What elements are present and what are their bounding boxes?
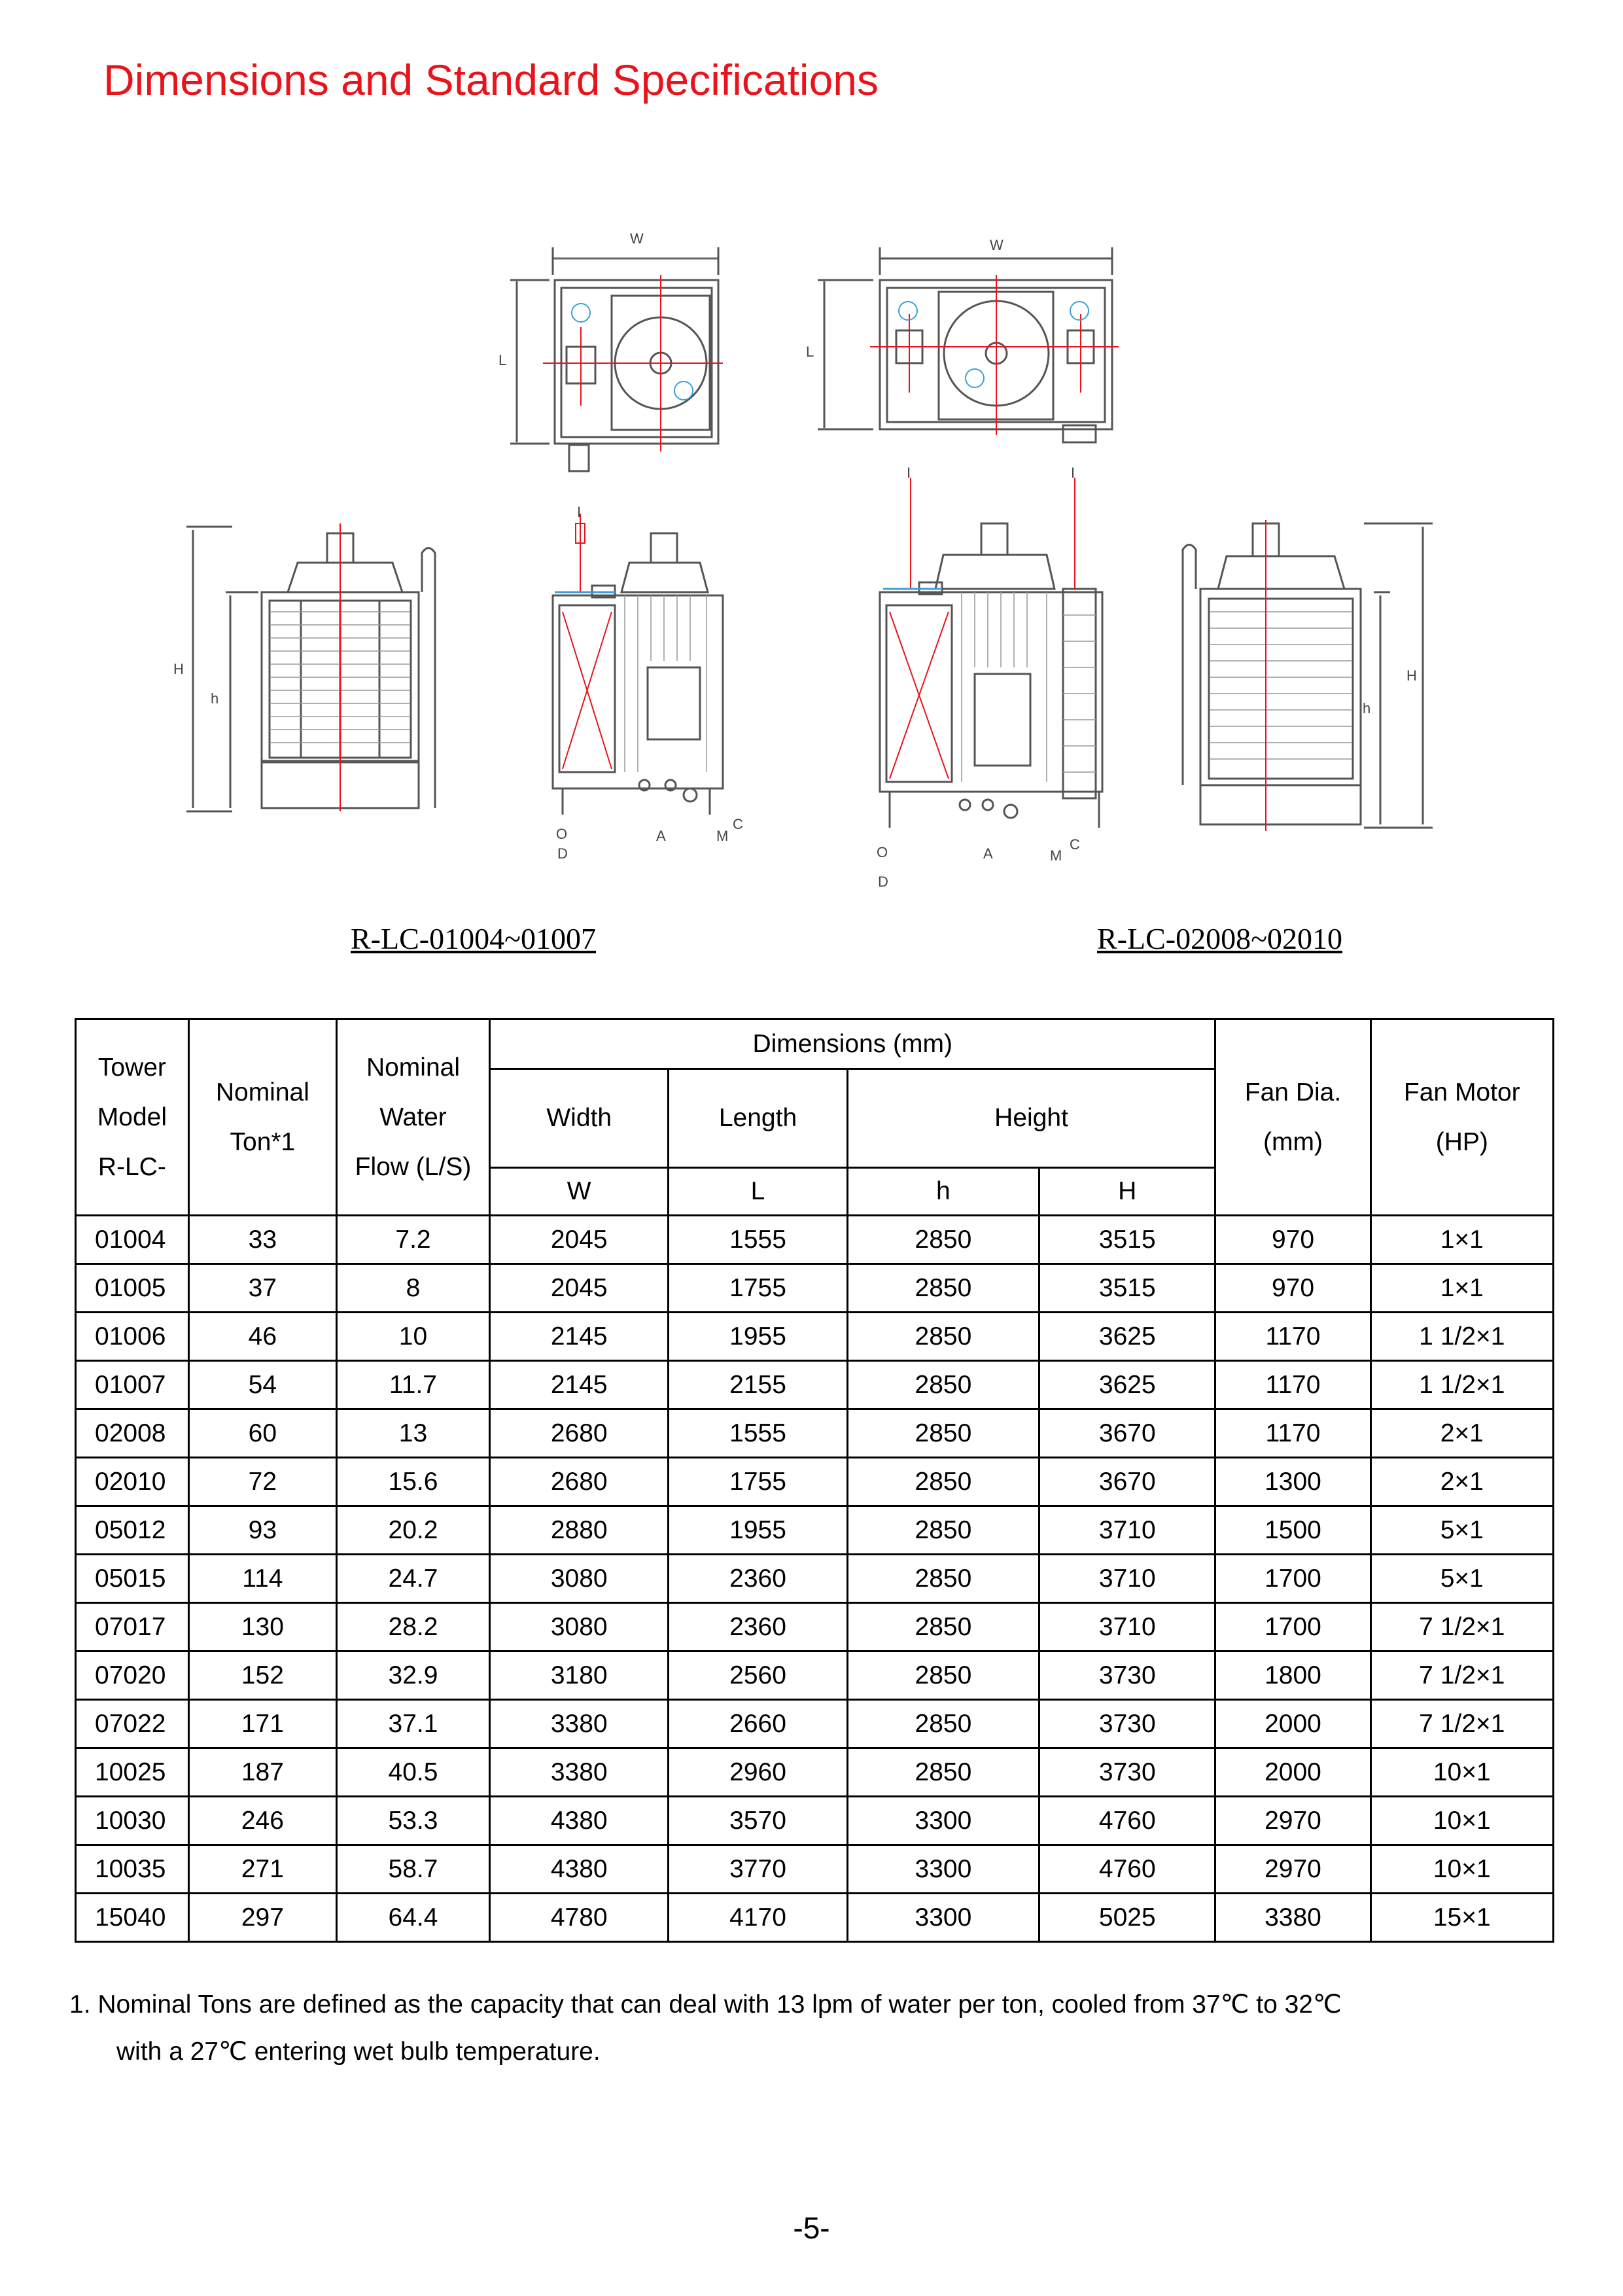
cell-fan-motor: 1 1/2×1 [1370, 1361, 1553, 1409]
cell-model: 01005 [76, 1264, 189, 1313]
cell-nominal-ton: 297 [188, 1894, 336, 1942]
cell-width: 2145 [490, 1361, 669, 1409]
label-l-left: L [498, 352, 507, 368]
label-o-left: O [556, 826, 568, 842]
cell-length: 2360 [669, 1603, 847, 1651]
side-view-large [880, 523, 1102, 828]
header-fan-motor-line1: Fan Motor [1403, 1078, 1520, 1106]
cell-water-flow: 13 [336, 1409, 489, 1458]
label-H-right: H [1406, 667, 1417, 684]
cell-length: 2360 [669, 1555, 847, 1603]
cell-height-h: 2850 [847, 1700, 1039, 1748]
cell-height-h: 2850 [847, 1264, 1039, 1313]
cell-height-H: 3710 [1039, 1506, 1215, 1555]
cell-width: 3380 [490, 1748, 669, 1797]
cell-height-h: 2850 [847, 1458, 1039, 1506]
model-caption-left: R-LC-01004~01007 [351, 922, 596, 955]
cell-nominal-ton: 171 [188, 1700, 336, 1748]
cell-water-flow: 53.3 [336, 1797, 489, 1845]
cell-length: 4170 [669, 1894, 847, 1942]
header-nominal-ton-line2: Ton*1 [230, 1127, 296, 1156]
cell-height-h: 2850 [847, 1651, 1039, 1700]
cell-model: 10030 [76, 1797, 189, 1845]
cell-fan-dia: 1170 [1215, 1409, 1370, 1458]
cell-height-H: 3515 [1039, 1264, 1215, 1313]
cell-water-flow: 32.9 [336, 1651, 489, 1700]
cell-fan-dia: 1700 [1215, 1555, 1370, 1603]
table-row [76, 1409, 1554, 1458]
cell-fan-dia: 2000 [1215, 1748, 1370, 1797]
header-w: W [490, 1168, 669, 1216]
header-tower-model [76, 1019, 189, 1216]
cell-length: 2660 [669, 1700, 847, 1748]
footnote [69, 1981, 1342, 2075]
table-row [76, 1894, 1554, 1942]
cell-fan-motor: 1 1/2×1 [1370, 1313, 1553, 1361]
header-tower-model-line2: Model [97, 1103, 167, 1131]
header-fan-dia-line2: (mm) [1263, 1127, 1323, 1156]
cell-nominal-ton: 60 [188, 1409, 336, 1458]
cell-width: 4380 [490, 1797, 669, 1845]
header-length: Length [669, 1069, 847, 1168]
cell-fan-motor: 15×1 [1370, 1894, 1553, 1942]
cell-fan-dia: 3380 [1215, 1894, 1370, 1942]
cell-height-H: 3625 [1039, 1313, 1215, 1361]
cell-model: 02008 [76, 1409, 189, 1458]
cell-model: 15040 [76, 1894, 189, 1942]
table-row [76, 1506, 1554, 1555]
cell-height-h: 2850 [847, 1216, 1039, 1264]
header-fan-dia [1215, 1019, 1370, 1216]
cell-fan-motor: 2×1 [1370, 1409, 1553, 1458]
table-row [76, 1313, 1554, 1361]
header-nominal-ton-line1: Nominal [215, 1078, 309, 1106]
cell-water-flow: 24.7 [336, 1555, 489, 1603]
cell-width: 3080 [490, 1603, 669, 1651]
cell-nominal-ton: 114 [188, 1555, 336, 1603]
cell-length: 2960 [669, 1748, 847, 1797]
cell-width: 2680 [490, 1409, 669, 1458]
cell-water-flow: 64.4 [336, 1894, 489, 1942]
cell-fan-dia: 970 [1215, 1264, 1370, 1313]
cell-nominal-ton: 33 [188, 1216, 336, 1264]
header-height: Height [847, 1069, 1215, 1168]
cell-fan-motor: 7 1/2×1 [1370, 1700, 1553, 1748]
cell-water-flow: 40.5 [336, 1748, 489, 1797]
cell-length: 3570 [669, 1797, 847, 1845]
cell-water-flow: 20.2 [336, 1506, 489, 1555]
cell-width: 2045 [490, 1216, 669, 1264]
cell-length: 1955 [669, 1313, 847, 1361]
cell-height-h: 2850 [847, 1748, 1039, 1797]
table-row [76, 1216, 1554, 1264]
label-w-right: W [990, 237, 1003, 253]
cell-width: 2880 [490, 1506, 669, 1555]
header-width: Width [490, 1069, 669, 1168]
cell-height-H: 3625 [1039, 1361, 1215, 1409]
cell-length: 1755 [669, 1458, 847, 1506]
table-row [76, 1797, 1554, 1845]
cell-height-H: 3730 [1039, 1651, 1215, 1700]
cell-water-flow: 15.6 [336, 1458, 489, 1506]
header-nominal-flow-line2: Water [379, 1103, 447, 1131]
cell-water-flow: 10 [336, 1313, 489, 1361]
cell-length: 1955 [669, 1506, 847, 1555]
label-a-left: A [656, 828, 666, 844]
page-title: Dimensions and Standard Specifications [103, 56, 879, 104]
cell-fan-dia: 2970 [1215, 1845, 1370, 1894]
cell-height-H: 3670 [1039, 1458, 1215, 1506]
cell-height-H: 5025 [1039, 1894, 1215, 1942]
front-view-large [1183, 523, 1433, 828]
cell-height-H: 3730 [1039, 1748, 1215, 1797]
cell-fan-dia: 1170 [1215, 1313, 1370, 1361]
label-i-3: I [1071, 465, 1075, 481]
cell-fan-motor: 7 1/2×1 [1370, 1603, 1553, 1651]
table-row [76, 1458, 1554, 1506]
label-o-right: O [877, 844, 888, 860]
cell-water-flow: 8 [336, 1264, 489, 1313]
table-row [76, 1264, 1554, 1313]
cell-model: 01007 [76, 1361, 189, 1409]
cell-height-H: 4760 [1039, 1845, 1215, 1894]
cell-height-H: 3710 [1039, 1603, 1215, 1651]
cell-width: 2680 [490, 1458, 669, 1506]
footnote-line2: with a 27℃ entering wet bulb temperature. [116, 2038, 601, 2066]
header-nominal-flow-line3: Flow (L/S) [355, 1152, 472, 1181]
model-caption-right: R-LC-02008~02010 [1097, 922, 1342, 955]
cell-nominal-ton: 246 [188, 1797, 336, 1845]
cell-model: 10035 [76, 1845, 189, 1894]
label-d-left: D [557, 845, 568, 862]
table-row [76, 1361, 1554, 1409]
cell-length: 1555 [669, 1216, 847, 1264]
cell-fan-motor: 2×1 [1370, 1458, 1553, 1506]
cell-nominal-ton: 46 [188, 1313, 336, 1361]
footnote-line1: 1. Nominal Tons are defined as the capacity that can deal with 13 lpm of water per ton, cooled from 37℃ to 32℃ [69, 1990, 1342, 2019]
header-dimensions: Dimensions (mm) [490, 1019, 1215, 1069]
cell-height-H: 4760 [1039, 1797, 1215, 1845]
cell-nominal-ton: 152 [188, 1651, 336, 1700]
cell-fan-motor: 10×1 [1370, 1797, 1553, 1845]
spec-table [75, 1018, 1554, 1943]
cell-fan-dia: 2970 [1215, 1797, 1370, 1845]
cell-model: 01006 [76, 1313, 189, 1361]
cell-fan-motor: 5×1 [1370, 1555, 1553, 1603]
cell-water-flow: 7.2 [336, 1216, 489, 1264]
cell-width: 4780 [490, 1894, 669, 1942]
label-a-right: A [983, 845, 993, 862]
cell-height-H: 3515 [1039, 1216, 1215, 1264]
cell-length: 1555 [669, 1409, 847, 1458]
table-row [76, 1555, 1554, 1603]
top-view-large [818, 247, 1112, 442]
cell-height-H: 3670 [1039, 1409, 1215, 1458]
cell-nominal-ton: 37 [188, 1264, 336, 1313]
label-h-right: h [1363, 700, 1371, 716]
label-w-left: W [630, 230, 644, 247]
cell-nominal-ton: 271 [188, 1845, 336, 1894]
cell-length: 1755 [669, 1264, 847, 1313]
cell-fan-motor: 5×1 [1370, 1506, 1553, 1555]
header-fan-dia-line1: Fan Dia. [1244, 1078, 1342, 1106]
header-h-small: h [847, 1168, 1039, 1216]
cell-length: 3770 [669, 1845, 847, 1894]
cell-model: 01004 [76, 1216, 189, 1264]
header-tower-model-line3: R-LC- [97, 1152, 166, 1181]
cell-height-h: 3300 [847, 1845, 1039, 1894]
cell-model: 07022 [76, 1700, 189, 1748]
cell-width: 2045 [490, 1264, 669, 1313]
cell-fan-dia: 1300 [1215, 1458, 1370, 1506]
label-i-2: I [907, 465, 911, 481]
label-l-right: L [806, 344, 814, 360]
header-fan-motor [1370, 1019, 1553, 1216]
cell-height-h: 2850 [847, 1506, 1039, 1555]
table-row [76, 1603, 1554, 1651]
header-nominal-flow [336, 1019, 489, 1216]
table-row [76, 1651, 1554, 1700]
label-H-left: H [173, 661, 184, 677]
cell-height-h: 2850 [847, 1409, 1039, 1458]
cell-width: 2145 [490, 1313, 669, 1361]
header-fan-motor-line2: (HP) [1435, 1127, 1488, 1156]
cell-height-H: 3730 [1039, 1700, 1215, 1748]
cell-length: 2155 [669, 1361, 847, 1409]
cell-fan-dia: 1170 [1215, 1361, 1370, 1409]
cell-fan-motor: 7 1/2×1 [1370, 1651, 1553, 1700]
header-l: L [669, 1168, 847, 1216]
cell-fan-motor: 1×1 [1370, 1216, 1553, 1264]
cell-width: 4380 [490, 1845, 669, 1894]
cell-model: 05012 [76, 1506, 189, 1555]
table-row [76, 1845, 1554, 1894]
cell-height-h: 3300 [847, 1894, 1039, 1942]
page-number: -5- [793, 2211, 830, 2245]
spec-table-body [76, 1216, 1554, 1942]
cell-model: 07017 [76, 1603, 189, 1651]
cell-model: 05015 [76, 1555, 189, 1603]
cell-fan-motor: 10×1 [1370, 1748, 1553, 1797]
cell-nominal-ton: 72 [188, 1458, 336, 1506]
cell-water-flow: 11.7 [336, 1361, 489, 1409]
label-m-left: M [716, 828, 729, 844]
cell-model: 02010 [76, 1458, 189, 1506]
label-i-1: I [577, 504, 582, 520]
label-m-right: M [1050, 847, 1062, 864]
cell-fan-motor: 1×1 [1370, 1264, 1553, 1313]
cell-height-h: 2850 [847, 1603, 1039, 1651]
header-nominal-flow-line1: Nominal [366, 1053, 461, 1082]
header-h-large: H [1039, 1168, 1215, 1216]
header-tower-model-line1: Tower [97, 1053, 166, 1082]
cell-width: 3380 [490, 1700, 669, 1748]
label-c-left: C [733, 816, 743, 832]
top-view-small [510, 247, 718, 471]
cell-nominal-ton: 187 [188, 1748, 336, 1797]
cell-fan-dia: 1800 [1215, 1651, 1370, 1700]
header-nominal-ton [188, 1019, 336, 1216]
cell-fan-dia: 1700 [1215, 1603, 1370, 1651]
label-d-right: D [878, 874, 888, 890]
cell-width: 3080 [490, 1555, 669, 1603]
tower-drawings [0, 0, 1623, 995]
cell-height-h: 3300 [847, 1797, 1039, 1845]
cell-model: 10025 [76, 1748, 189, 1797]
cell-water-flow: 37.1 [336, 1700, 489, 1748]
cell-nominal-ton: 130 [188, 1603, 336, 1651]
cell-width: 3180 [490, 1651, 669, 1700]
cell-height-h: 2850 [847, 1361, 1039, 1409]
cell-fan-dia: 1500 [1215, 1506, 1370, 1555]
cell-nominal-ton: 54 [188, 1361, 336, 1409]
cell-water-flow: 58.7 [336, 1845, 489, 1894]
cell-model: 07020 [76, 1651, 189, 1700]
table-row [76, 1748, 1554, 1797]
cell-height-H: 3710 [1039, 1555, 1215, 1603]
cell-fan-motor: 10×1 [1370, 1845, 1553, 1894]
cell-fan-dia: 970 [1215, 1216, 1370, 1264]
cell-height-h: 2850 [847, 1555, 1039, 1603]
front-view-small [186, 527, 435, 811]
cell-nominal-ton: 93 [188, 1506, 336, 1555]
label-h-left: h [211, 690, 219, 707]
cell-water-flow: 28.2 [336, 1603, 489, 1651]
cell-fan-dia: 2000 [1215, 1700, 1370, 1748]
cell-length: 2560 [669, 1651, 847, 1700]
label-c-right: C [1070, 836, 1080, 853]
table-row [76, 1700, 1554, 1748]
cell-height-h: 2850 [847, 1313, 1039, 1361]
